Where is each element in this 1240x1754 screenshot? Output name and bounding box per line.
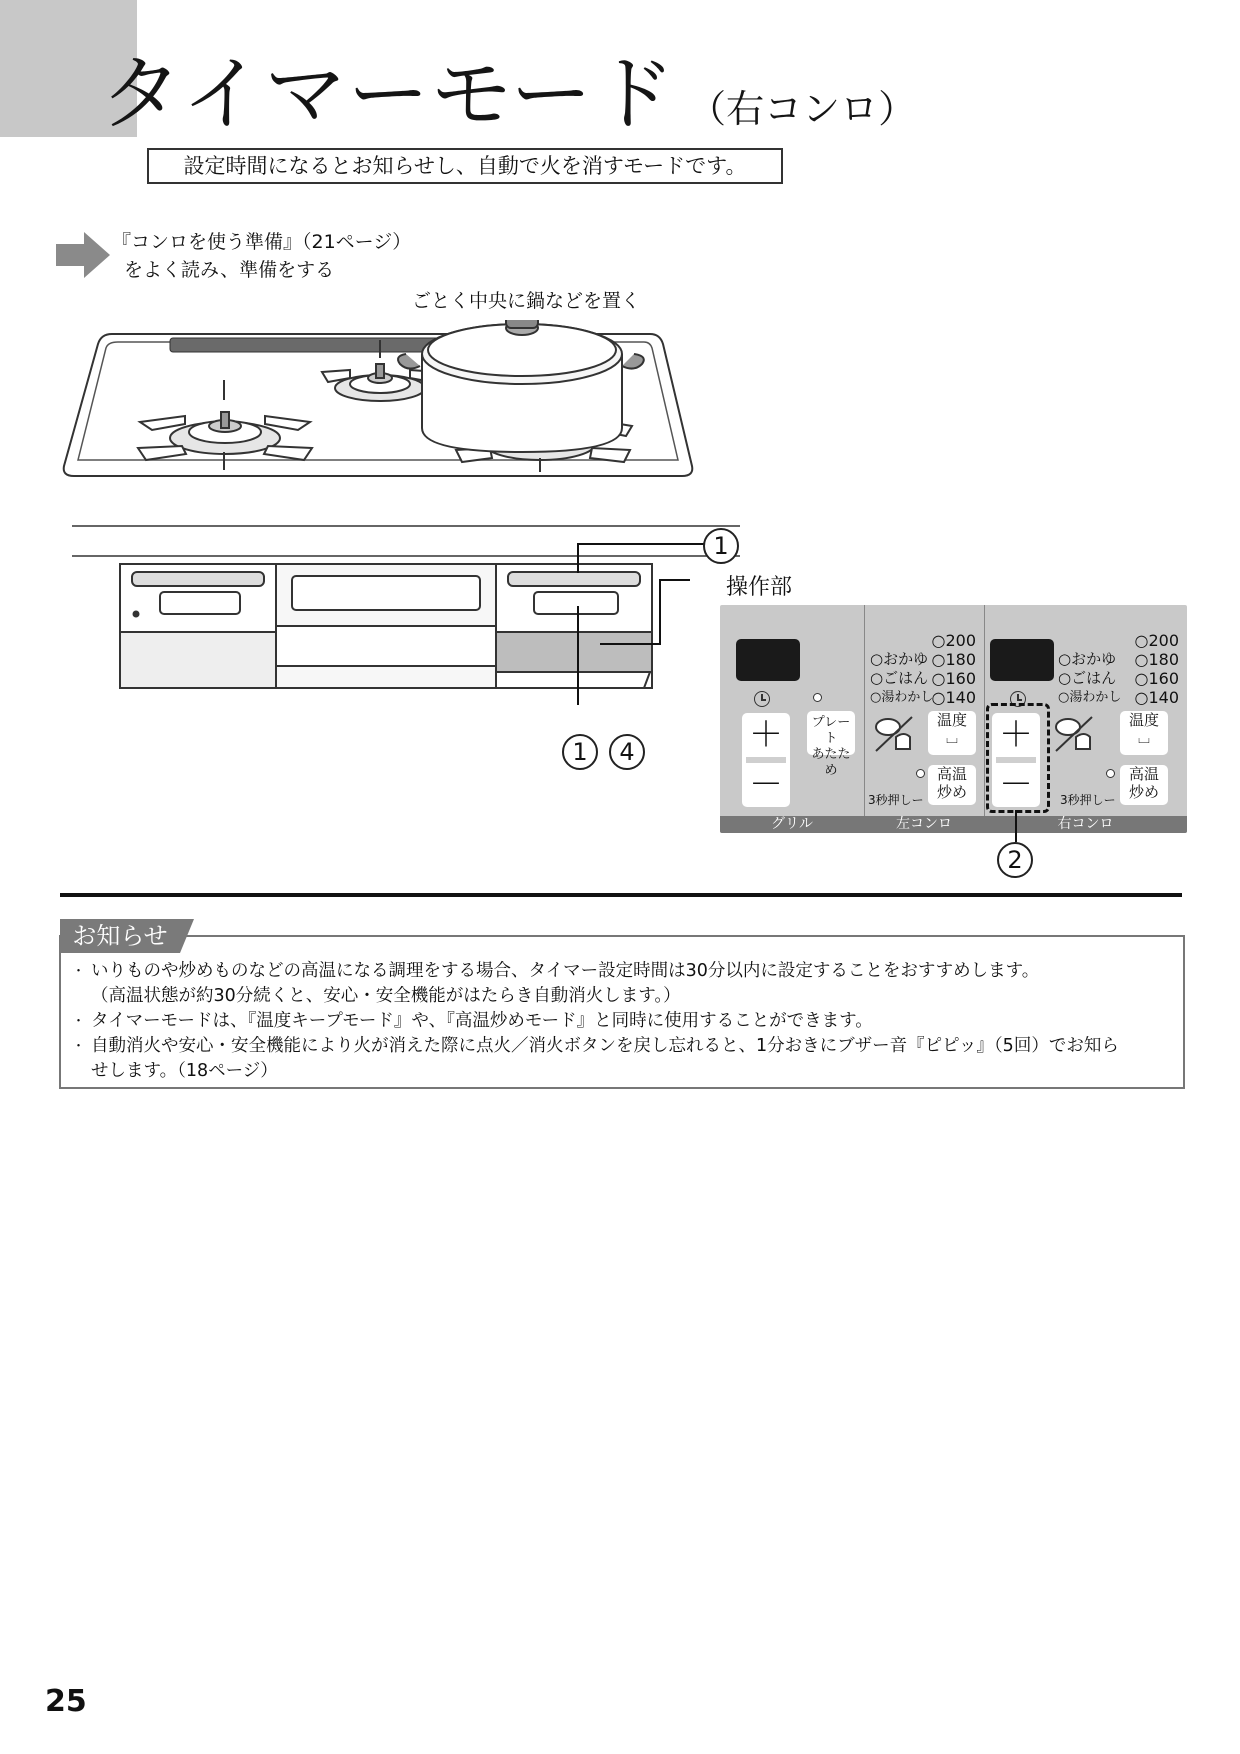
callout-2: 2 <box>997 842 1033 878</box>
left-burner-section <box>864 605 985 817</box>
right-minus[interactable]: － <box>999 765 1033 805</box>
left-temp-list <box>932 631 977 707</box>
prep-instruction <box>112 228 411 284</box>
footer-left-burner: 左コンロ <box>896 816 952 832</box>
right-temp-200: ○200 <box>1134 631 1179 650</box>
pot-note: ごとく中央に鍋などを置く <box>412 290 641 312</box>
right-high-temp-led <box>1106 769 1115 778</box>
right-temp-keep-label: 温度 <box>1128 711 1159 729</box>
right-temp-180: ○180 <box>1134 650 1179 669</box>
right-mode-list <box>1058 650 1121 707</box>
left-temp-200: ○200 <box>931 631 976 650</box>
right-temp-160: ○160 <box>1134 669 1179 688</box>
left-temp-keep-label: 温度 <box>936 711 967 729</box>
left-high-temp-button[interactable] <box>928 765 976 805</box>
left-mode-gohan: ○ごはん <box>870 669 929 687</box>
right-hold-note: 3秒押しー <box>1060 793 1116 807</box>
notice-item: ・ タイマーモードは、『温度キープモード』や、『高温炒めモード』と同時に使用することができます。 <box>76 1009 1176 1034</box>
notice-item-cont: （高温状態が約30分続くと、安心・安全機能がはたらき自動消火します。） <box>91 986 681 1006</box>
page-subtitle-box: 設定時間になるとお知らせし、自動で火を消すモードです。 <box>147 148 783 184</box>
page-title <box>100 47 917 142</box>
right-high-temp-label-2: 炒め <box>1128 783 1159 801</box>
control-panel <box>720 605 1187 833</box>
left-temp-keep-button[interactable] <box>928 711 976 755</box>
highlight-plus-minus <box>986 703 1050 813</box>
right-display <box>990 639 1054 681</box>
plate-warm-label-2: あたため <box>811 747 851 778</box>
panel-footer <box>720 816 1187 833</box>
right-temp-keep-icon: ⌴ <box>1137 729 1150 747</box>
callout-1-bottom: 1 <box>562 734 598 770</box>
callout-4: 4 <box>609 734 645 770</box>
prep-line-2: をよく読み、準備をする <box>124 259 335 281</box>
right-temp-keep-button[interactable] <box>1120 711 1168 755</box>
right-high-temp-button[interactable] <box>1120 765 1168 805</box>
left-mode-yuwakashi: ○湯わかし <box>870 690 934 705</box>
plate-warm-label-1: プレート <box>811 715 851 746</box>
callout-2-line <box>1015 810 1017 842</box>
grill-plus-minus-button[interactable] <box>742 713 790 807</box>
step-arrow-icon <box>56 232 110 278</box>
left-mode-list <box>870 650 933 707</box>
control-panel-label: 操作部 <box>726 575 793 600</box>
left-mode-okayu: ○おかゆ <box>870 650 929 668</box>
page-title-sub: （右コンロ） <box>688 87 917 131</box>
left-temp-160: ○160 <box>931 669 976 688</box>
grill-plus[interactable]: ＋ <box>749 715 783 755</box>
plate-warm-button[interactable] <box>807 711 855 778</box>
left-hold-note: 3秒押しー <box>868 793 924 807</box>
notice-item: ・ 自動消火や安心・安全機能により火が消えた際に点火／消火ボタンを戻し忘れると、1分おきにブザー音『ピピッ』（5回）でお知ら <box>76 1034 1176 1059</box>
callout-1-top: 1 <box>703 528 739 564</box>
footer-grill: グリル <box>771 816 813 832</box>
right-mode-okayu: ○おかゆ <box>1058 650 1117 668</box>
grill-minus[interactable]: － <box>749 765 783 805</box>
left-temp-180: ○180 <box>931 650 976 669</box>
footer-right-burner: 右コンロ <box>1057 816 1114 832</box>
notice-label: お知らせ <box>60 919 180 953</box>
page-title-main: タイマーモード <box>100 47 677 142</box>
grill-timer-icon <box>754 691 770 707</box>
stove-illustration <box>60 320 740 705</box>
grill-section <box>720 605 865 817</box>
notice-item: ・ いりものや炒めものなどの高温になる調理をする場合、タイマー設定時間は30分以内に設定することをおすすめします。 <box>76 959 1176 984</box>
right-high-temp-label-1: 高温 <box>1128 765 1159 783</box>
grill-display <box>736 639 800 681</box>
left-temp-140: ○140 <box>931 688 976 707</box>
page-number: 25 <box>45 1684 87 1719</box>
left-high-temp-label-1: 高温 <box>936 765 967 783</box>
left-temp-keep-icon: ⌴ <box>945 729 958 747</box>
right-cooking-mode-icon[interactable] <box>1052 713 1096 755</box>
prep-line-1: 『コンロを使う準備』（21ページ） <box>112 231 412 253</box>
grill-led <box>813 693 822 702</box>
notice-item-cont: せします。（18ページ） <box>91 1061 278 1081</box>
left-high-temp-label-2: 炒め <box>936 783 967 801</box>
notice-list <box>76 959 1176 1084</box>
right-mode-yuwakashi: ○湯わかし <box>1058 690 1122 705</box>
right-mode-gohan: ○ごはん <box>1058 669 1117 687</box>
section-divider <box>60 893 1182 897</box>
right-plus[interactable]: ＋ <box>999 715 1033 755</box>
right-temp-list <box>1135 631 1180 707</box>
left-cooking-mode-icon[interactable] <box>872 713 916 755</box>
left-high-temp-led <box>916 769 925 778</box>
right-temp-140: ○140 <box>1134 688 1179 707</box>
